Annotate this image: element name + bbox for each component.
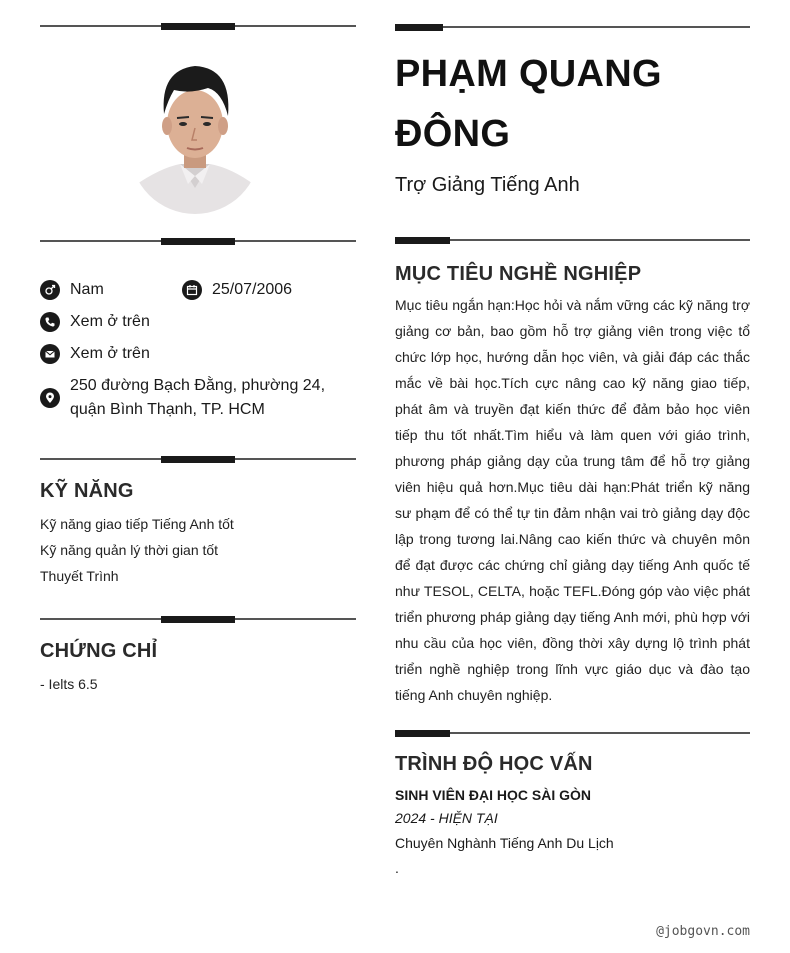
- education-title: TRÌNH ĐỘ HỌC VẤN: [395, 753, 593, 775]
- address-value: 250 đường Bạch Đằng, phường 24, quận Bình Thạnh, TP. HCM: [70, 377, 326, 418]
- phone-row: [40, 310, 150, 334]
- skill-item: Kỹ năng giao tiếp Tiếng Anh tốt: [40, 516, 234, 532]
- email-icon: [40, 344, 60, 364]
- education-school: SINH VIÊN ĐẠI HỌC SÀI GÒN: [395, 787, 592, 803]
- left-divider-skills: [40, 455, 356, 463]
- profile-photo: [130, 58, 260, 214]
- objective-text: Mục tiêu ngắn hạn:Học hỏi và nắm vững các kỹ năng trợ giảng cơ bản, bao gồm hỗ trợ giảng viên trong việc tổ chức lớp học, hướng dẫn học viên, và giải đáp các thắc mắc về bài học.Tích cực nâng cao kỹ năng giao tiếp, phát âm và truyền đạt kiến thức để đảm bảo học viên tiếp thu tốt nhất.Tìm hiểu và làm quen với giáo trình, phương pháp giảng dạy của trung tâm để hỗ trợ giảng viên hiệu quả hơn.Mục tiêu dài hạn:Phát triển kỹ năng sư phạm để có thể tự tin đảm nhận vai trò giảng dạy độc lập trong tương lai.Nâng cao kiến thức và chuyên môn để đạt được các chứng chỉ giảng dạy tiếng Anh quốc tế như TESOL, CELTA, hoặc TEFL.Đóng góp vào việc phát triển phương pháp giảng dạy tiếng Anh mới, phù hợp với nhu cầu của học viên, đồng thời xây dựng lộ trình phát triển nghề nghiệp trong lĩnh vực giáo dục và đào tạo tiếng Anh chuyên nghiệp.: [395, 297, 750, 703]
- right-divider-objective: [395, 236, 750, 244]
- location-icon: [40, 388, 60, 408]
- education-major: Chuyên Nghành Tiếng Anh Du Lịch: [395, 835, 614, 851]
- left-divider-top: [40, 22, 356, 30]
- left-divider-photo: [40, 237, 356, 245]
- gender-row: [40, 278, 104, 302]
- phone-value[interactable]: Xem ở trên: [70, 313, 150, 330]
- candidate-name: PHẠM QUANG ĐÔNG: [395, 53, 662, 155]
- birthdate-row: [182, 278, 292, 302]
- birthdate-value: 25/07/2006: [212, 281, 293, 298]
- phone-icon: [40, 312, 60, 332]
- certificates-title: CHỨNG CHỈ: [40, 640, 158, 662]
- certificate-item: - Ielts 6.5: [40, 676, 98, 692]
- candidate-title: Trợ Giảng Tiếng Anh: [395, 174, 580, 196]
- calendar-icon: [182, 280, 202, 300]
- education-period: 2024 - HIỆN TẠI: [395, 810, 498, 826]
- skill-item: Thuyết Trình: [40, 568, 119, 584]
- skill-item: Kỹ năng quản lý thời gian tốt: [40, 542, 219, 558]
- left-divider-certificates: [40, 615, 356, 623]
- email-row: [40, 342, 150, 366]
- objective-title: MỤC TIÊU NGHỀ NGHIỆP: [395, 263, 642, 285]
- watermark: @jobgovn.com: [656, 924, 750, 939]
- skills-title: KỸ NĂNG: [40, 480, 134, 502]
- education-note: .: [395, 860, 399, 876]
- right-divider-education: [395, 729, 750, 737]
- address-row: [40, 374, 356, 422]
- email-value[interactable]: Xem ở trên: [70, 345, 150, 362]
- gender-value: Nam: [70, 281, 104, 298]
- gender-icon: [40, 280, 60, 300]
- right-divider-top: [395, 23, 750, 31]
